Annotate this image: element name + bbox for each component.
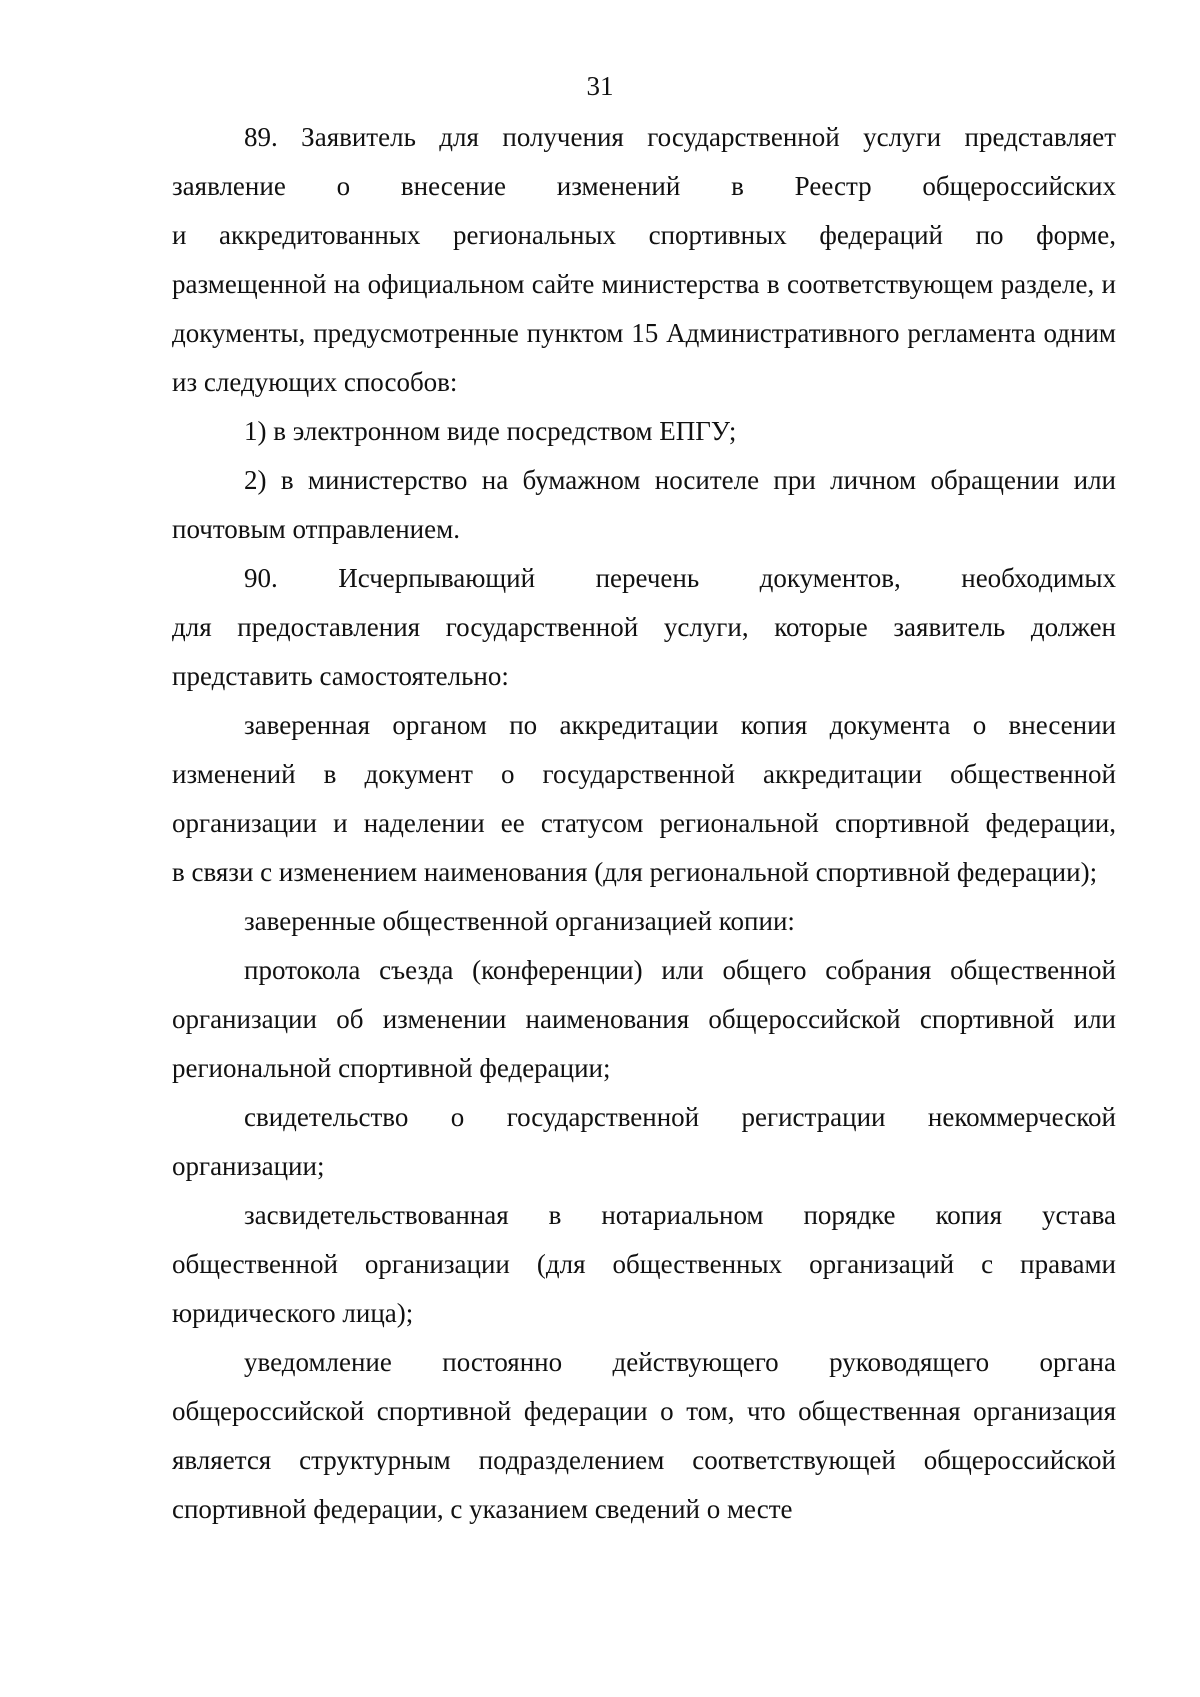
paragraph-89-item-1: 1) в электронном виде посредством ЕПГУ; bbox=[244, 416, 737, 446]
paragraph-90-lead: 90. Исчерпывающий перечень документов, необходимых bbox=[244, 563, 1116, 593]
paragraph-notice: уведомление постоянно действующего руководящего органа общероссийской спортивной федерации о том, что общественная организация является структурным подразделением соответствующей общероссийской спортивной федерации, с указанием сведений о месте bbox=[172, 1347, 1116, 1524]
page-number: 31 bbox=[586, 71, 614, 101]
paragraph-89-lead: 89. Заявитель для получения государственной услуги представляет заявление о внесение изменений в Реестр общероссийских bbox=[172, 122, 1116, 201]
paragraph-89-item-2: 2) в министерство на бумажном носителе при личном обращении или почтовым отправлением. bbox=[172, 465, 1116, 544]
paragraph-certified-copy: заверенная органом по аккредитации копия документа о внесении изменений в документ о государственной аккредитации общественной организации и наделении ее статусом региональной спортивной федерации, bbox=[172, 710, 1116, 838]
paragraph-90-continuation: для предоставления государственной услуги, которые заявитель должен представить самостоятельно: bbox=[172, 612, 1116, 691]
paragraph-copies-intro: заверенные общественной организацией копии: bbox=[244, 906, 795, 936]
paragraph-charter-copy: засвидетельствованная в нотариальном порядке копия устава общественной организации (для общественных организаций с правами юридического лица); bbox=[172, 1200, 1116, 1328]
paragraph-certified-copy-continuation: в связи с изменением наименования (для региональной спортивной федерации); bbox=[172, 857, 1098, 887]
paragraph-protocol: протокола съезда (конференции) или общего собрания общественной организации об изменении наименования общероссийской спортивной или региональной спортивной федерации; bbox=[172, 955, 1116, 1083]
paragraph-registration-certificate: свидетельство о государственной регистрации некоммерческой организации; bbox=[172, 1102, 1116, 1181]
document-body bbox=[172, 113, 1116, 1534]
paragraph-89-continuation: и аккредитованных региональных спортивных федераций по форме, размещенной на официальном сайте министерства в соответствующем разделе, и документы, предусмотренные пунктом 15 Административного регламента одним из следующих способов: bbox=[172, 220, 1116, 397]
